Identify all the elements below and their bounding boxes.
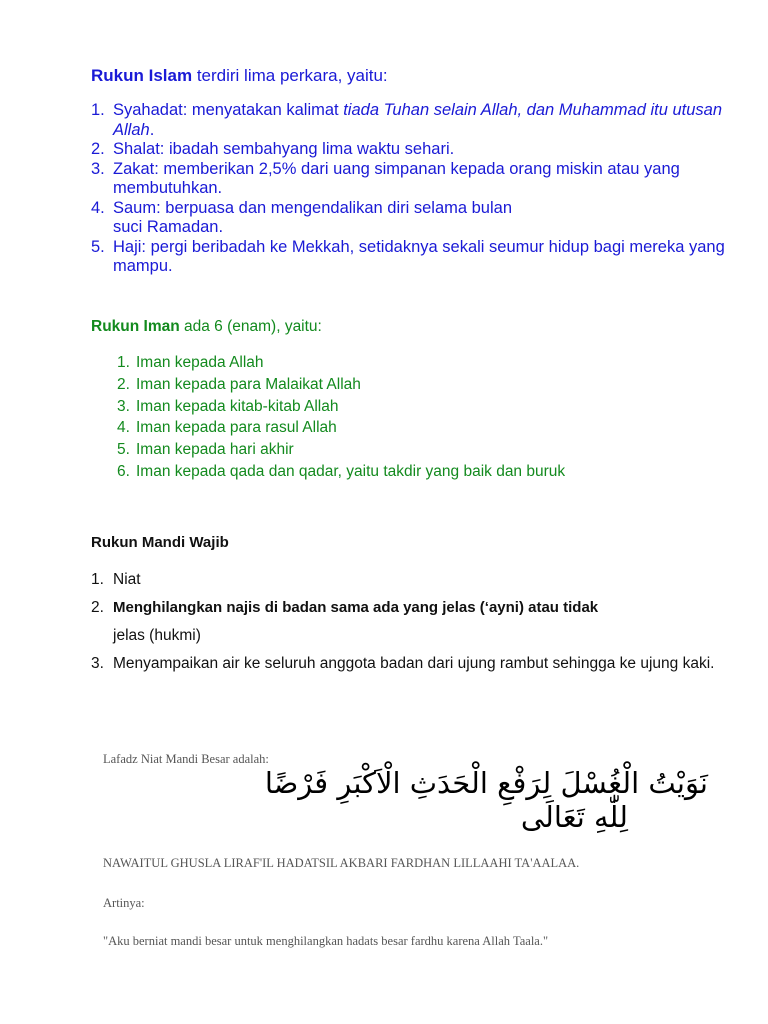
artinya-label: Artinya: <box>103 896 145 910</box>
list-item <box>91 238 731 277</box>
list-item <box>91 566 731 594</box>
list-item <box>117 352 717 374</box>
item-text-bold: Menghilangkan najis di badan sama ada yang jelas (‘ayni) atau tidak <box>113 599 599 616</box>
item-text: Menyampaikan air ke seluruh anggota badan dari ujung rambut sehingga ke ujung kaki. <box>113 655 715 672</box>
item-text: Iman kepada qada dan qadar, yaitu takdir yang baik dan buruk <box>136 462 566 480</box>
item-number: 2. <box>117 375 130 393</box>
item-text: Niat <box>113 571 141 588</box>
item-number: 3. <box>117 397 130 415</box>
item-text: Iman kepada kitab-kitab Allah <box>136 397 339 415</box>
item-number: 4. <box>117 419 130 437</box>
arabic-niat-text <box>264 766 716 838</box>
list-item <box>117 439 717 461</box>
list-item <box>91 160 731 199</box>
niat-meaning: "Aku berniat mandi besar untuk menghilangkan hadats besar fardhu karena Allah Taala." <box>103 934 549 948</box>
list-item <box>117 374 717 396</box>
rukun-iman-heading <box>91 318 322 336</box>
list-item <box>117 417 717 439</box>
item-text: Shalat: ibadah sembahyang lima waktu sehari. <box>113 140 455 158</box>
item-number: 3. <box>91 655 104 672</box>
list-item <box>117 396 717 418</box>
list-item <box>117 461 717 483</box>
list-item <box>91 594 731 650</box>
item-number: 4. <box>91 198 105 217</box>
item-text-continued: suci Ramadan. <box>113 218 224 236</box>
item-number: 6. <box>117 462 130 480</box>
rukun-islam-list <box>91 101 731 277</box>
rukun-iman-title: Rukun Iman <box>91 318 180 335</box>
rukun-islam-heading <box>91 66 388 86</box>
item-text: Iman kepada para Malaikat Allah <box>136 375 361 393</box>
rukun-mandi-heading: Rukun Mandi Wajib <box>91 534 229 551</box>
rukun-mandi-list <box>91 566 731 678</box>
item-text: Zakat: memberikan 2,5% dari uang simpanan kepada orang miskin atau yang membutuhkan. <box>113 159 680 197</box>
item-number: 2. <box>91 599 104 616</box>
item-text: Iman kepada para rasul Allah <box>136 419 337 437</box>
rukun-iman-intro: ada 6 (enam), yaitu: <box>179 318 322 335</box>
list-item <box>91 199 731 238</box>
rukun-iman-list <box>117 352 717 483</box>
item-text: Iman kepada Allah <box>136 354 264 371</box>
item-number: 1. <box>117 354 130 371</box>
list-item <box>91 101 731 140</box>
item-text: Haji: pergi beribadah ke Mekkah, setidaknya sekali seumur hidup bagi mereka yang mampu. <box>113 237 725 275</box>
niat-label: Lafadz Niat Mandi Besar adalah: <box>103 752 269 766</box>
item-italic-text: tiada Tuhan selain Allah, dan Muhammad itu utusan Allah <box>113 101 723 139</box>
item-number: 5. <box>117 441 130 459</box>
item-number: 2. <box>91 140 105 158</box>
list-item <box>91 650 731 678</box>
item-number: 3. <box>91 159 105 178</box>
item-text-continued: jelas (hukmi) <box>113 627 201 644</box>
item-text: Saum: berpuasa dan mengendalikan diri selama bulan <box>113 198 513 217</box>
niat-transliteration: NAWAITUL GHUSLA LIRAF'IL HADATSIL AKBARI FARDHAN LILLAAHI TA'AALAA. <box>103 856 580 870</box>
item-text: Syahadat: menyatakan kalimat <box>113 101 344 119</box>
item-number: 5. <box>91 237 105 256</box>
list-item <box>91 140 731 160</box>
item-punct: . <box>149 120 155 139</box>
arabic-line-1: نَوَيْتُ الْغُسْلَ لِرَفْعِ الْحَدَثِ الْاَكْبَرِ فَرْضًا <box>264 766 708 800</box>
arabic-line-2: لِلّٰهِ تَعَالَى <box>520 800 628 834</box>
item-number: 1. <box>91 101 105 119</box>
rukun-islam-intro: terdiri lima perkara, yaitu: <box>192 66 388 85</box>
item-number: 1. <box>91 571 104 588</box>
rukun-islam-title: Rukun Islam <box>91 66 193 85</box>
item-text: Iman kepada hari akhir <box>136 441 294 459</box>
